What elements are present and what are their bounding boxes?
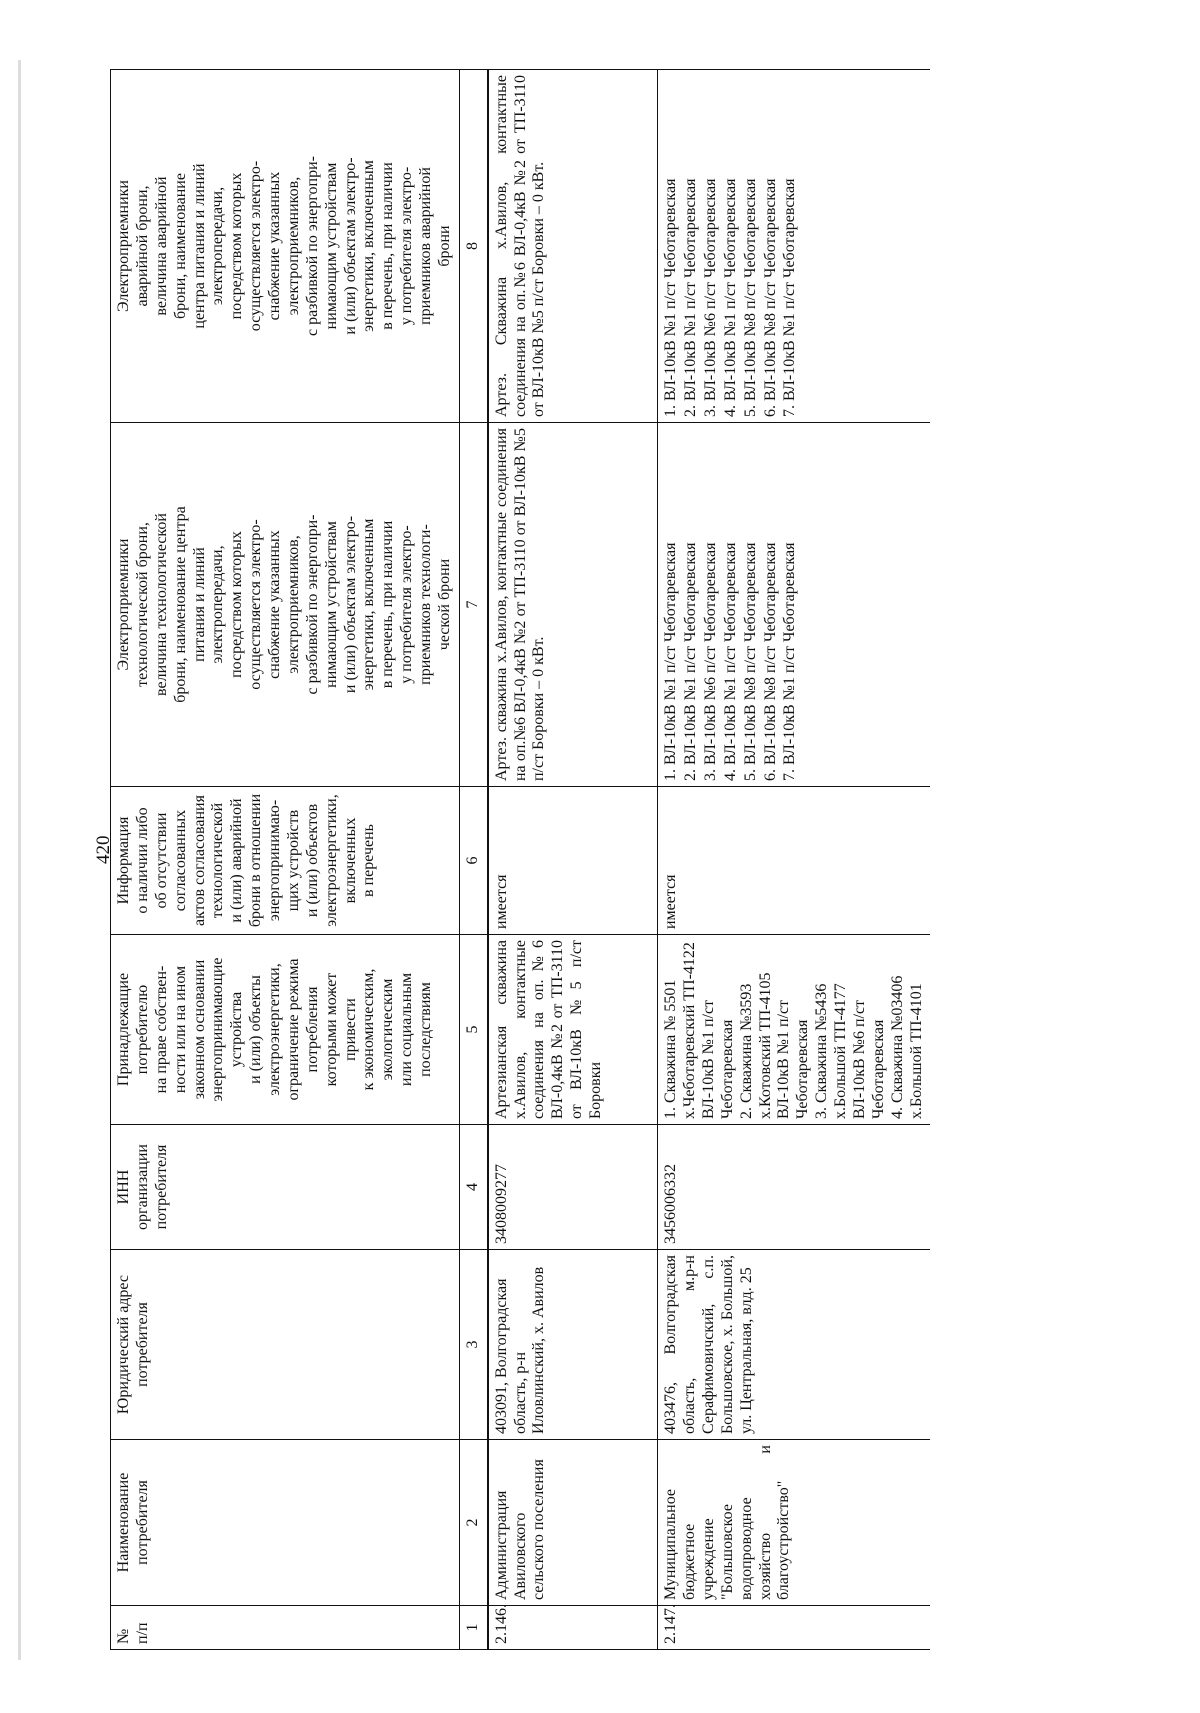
column-number: 1 bbox=[459, 1606, 487, 1650]
list-item: 6. ВЛ-10кВ №8 п/ст Чеботаревская bbox=[761, 542, 779, 781]
list-item: 5. ВЛ-10кВ №8 п/ст Чеботаревская bbox=[741, 178, 759, 417]
reserve-info: имеется bbox=[658, 787, 931, 935]
column-number: 6 bbox=[459, 787, 487, 935]
scan-edge bbox=[18, 60, 21, 1660]
consumer-name: Муниципальное бюджетное учреждение "Большовское водопроводное хозяйство и благоустройство" bbox=[658, 1440, 931, 1606]
consumer-devices: Артезианская скважина х.Авилов, контактные соединения на оп.№6 ВЛ-0,4кВ №2 от ТП-3110 от ВЛ-10кВ №5 п/ст Боровки bbox=[488, 935, 658, 1125]
list-item: 1. ВЛ-10кВ №1 п/ст Чеботаревская bbox=[662, 178, 680, 417]
column-number-row bbox=[459, 70, 487, 1650]
column-number: 5 bbox=[459, 935, 487, 1125]
column-number: 4 bbox=[459, 1125, 487, 1250]
list-item: 7. ВЛ-10кВ №1 п/ст Чеботаревская bbox=[781, 178, 799, 417]
emergency-reserve: Артез. Скважина х.Авилов, контактные соединения на оп.№6 ВЛ-0,4кВ №2 от ТП-3110 от ВЛ-10кВ №5 п/ст Боровки – 0 кВт. bbox=[488, 70, 658, 423]
tech-reserve: Артез. скважина х.Авилов, контактные соединения на оп.№6 ВЛ-0,4кВ №2 от ТП-3110 от ВЛ-10кВ №5 п/ст Боровки – 0 кВт. bbox=[488, 423, 658, 787]
list-item: 2. ВЛ-10кВ №1 п/ст Чеботаревская bbox=[682, 178, 699, 417]
header-num: № п/п bbox=[111, 1606, 460, 1650]
consumer-inn: 3408009277 bbox=[488, 1125, 658, 1250]
header-name: Наименование потребителя bbox=[111, 1440, 460, 1606]
consumer-inn: 3456006332 bbox=[658, 1125, 931, 1250]
consumer-devices: 1. Скважина № 5501 х.Чеботаревский ТП-4122 ВЛ-10кВ №1 п/ст Чеботаревская 2. Скважина №3593 х.Котовский ТП-4105 ВЛ-10кВ №1 п/ст Чеботаревская 3. Скважина №5436 х.Большой ТП-4177 ВЛ-10кВ №6 п/ст Чеботаревская 4. Скважина №03406 х.Большой ТП-4101 bbox=[658, 935, 931, 1125]
rotated-page bbox=[110, 70, 1170, 1650]
consumer-address: 403091, Волгоградская область, р-н Иловлинский, х. Авилов bbox=[488, 1250, 658, 1440]
tech-reserve bbox=[658, 423, 931, 787]
header-address: Юридический адрес потребителя bbox=[111, 1250, 460, 1440]
table-row bbox=[488, 70, 658, 1650]
list-item: 7. ВЛ-10кВ №1 п/ст Чеботаревская bbox=[781, 542, 799, 781]
reserve-info: имеется bbox=[488, 787, 658, 935]
consumers-table bbox=[110, 69, 930, 1650]
header-emergency-reserve: Электроприемники аварийной брони, величина аварийной брони, наименование центра питания и линий электропередачи, посредством которых осуществляется электро- снабжение указанных электроприемников, с разбивкой по энергопри- нимающим устройствам и (или) объектам электро- энергетики, включенным в перечень, при наличии у потребителя электро- приемников аварийной брони bbox=[111, 70, 460, 423]
table-header-row bbox=[111, 70, 460, 1650]
list-item: 3. ВЛ-10кВ №6 п/ст Чеботаревская bbox=[701, 542, 719, 781]
emergency-reserve bbox=[658, 70, 931, 423]
column-number: 8 bbox=[459, 70, 487, 423]
list-item: 1. ВЛ-10кВ №1 п/ст Чеботаревская bbox=[662, 542, 680, 781]
consumer-name: Администрация Авиловского сельского поселения bbox=[488, 1440, 658, 1606]
row-number: 2.146. bbox=[488, 1606, 658, 1650]
header-inn: ИНН организации потребителя bbox=[111, 1125, 460, 1250]
column-number: 3 bbox=[459, 1250, 487, 1440]
list-item: 6. ВЛ-10кВ №8 п/ст Чеботаревская bbox=[761, 178, 779, 417]
column-number: 2 bbox=[459, 1440, 487, 1606]
list-item: 4. ВЛ-10кВ №1 п/ст Чеботаревская bbox=[721, 542, 739, 781]
header-tech-reserve: Электроприемники технологической брони, величина технологической брони, наименование центра питания и линий электропередачи, посредством которых осуществляется электро- снабжение указанных электроприемников, с разбивкой по энергопри- нимающим устройствам и (или) объектам электро- энергетики, включенным в перечень, при наличии у потребителя электро- приемников технологи- ческой брони bbox=[111, 423, 460, 787]
consumer-address: 403476, Волгоградская область, м.р-н Серафимовичский, с.п. Большовское, х. Большой, ул. Центральная, влд. 25 bbox=[658, 1250, 931, 1440]
list-item: 5. ВЛ-10кВ №8 п/ст Чеботаревская bbox=[741, 542, 759, 781]
column-number: 7 bbox=[459, 423, 487, 787]
list-item: 2. ВЛ-10кВ №1 п/ст Чеботаревская bbox=[682, 542, 699, 781]
list-item: 3. ВЛ-10кВ №6 п/ст Чеботаревская bbox=[701, 178, 719, 417]
row-number: 2.147. bbox=[658, 1606, 931, 1650]
header-devices: Принадлежащие потребителю на праве собствен- ности или на ином законном основании энергопринимающие устройства и (или) объекты электроэнергетики, ограничение режима потребления которыми может привести к экономическим, экологическим или социальным последствиям bbox=[111, 935, 460, 1125]
header-info: Информация о наличии либо об отсутствии согласованных актов согласования технологической и (или) аварийной брони в отношении энергопринимаю- щих устройств и (или) объектов электроэнергетики, включенных в перечень bbox=[111, 787, 460, 935]
list-item: 4. ВЛ-10кВ №1 п/ст Чеботаревская bbox=[721, 178, 739, 417]
page-number: 420 bbox=[93, 835, 114, 865]
table-row bbox=[658, 70, 931, 1650]
